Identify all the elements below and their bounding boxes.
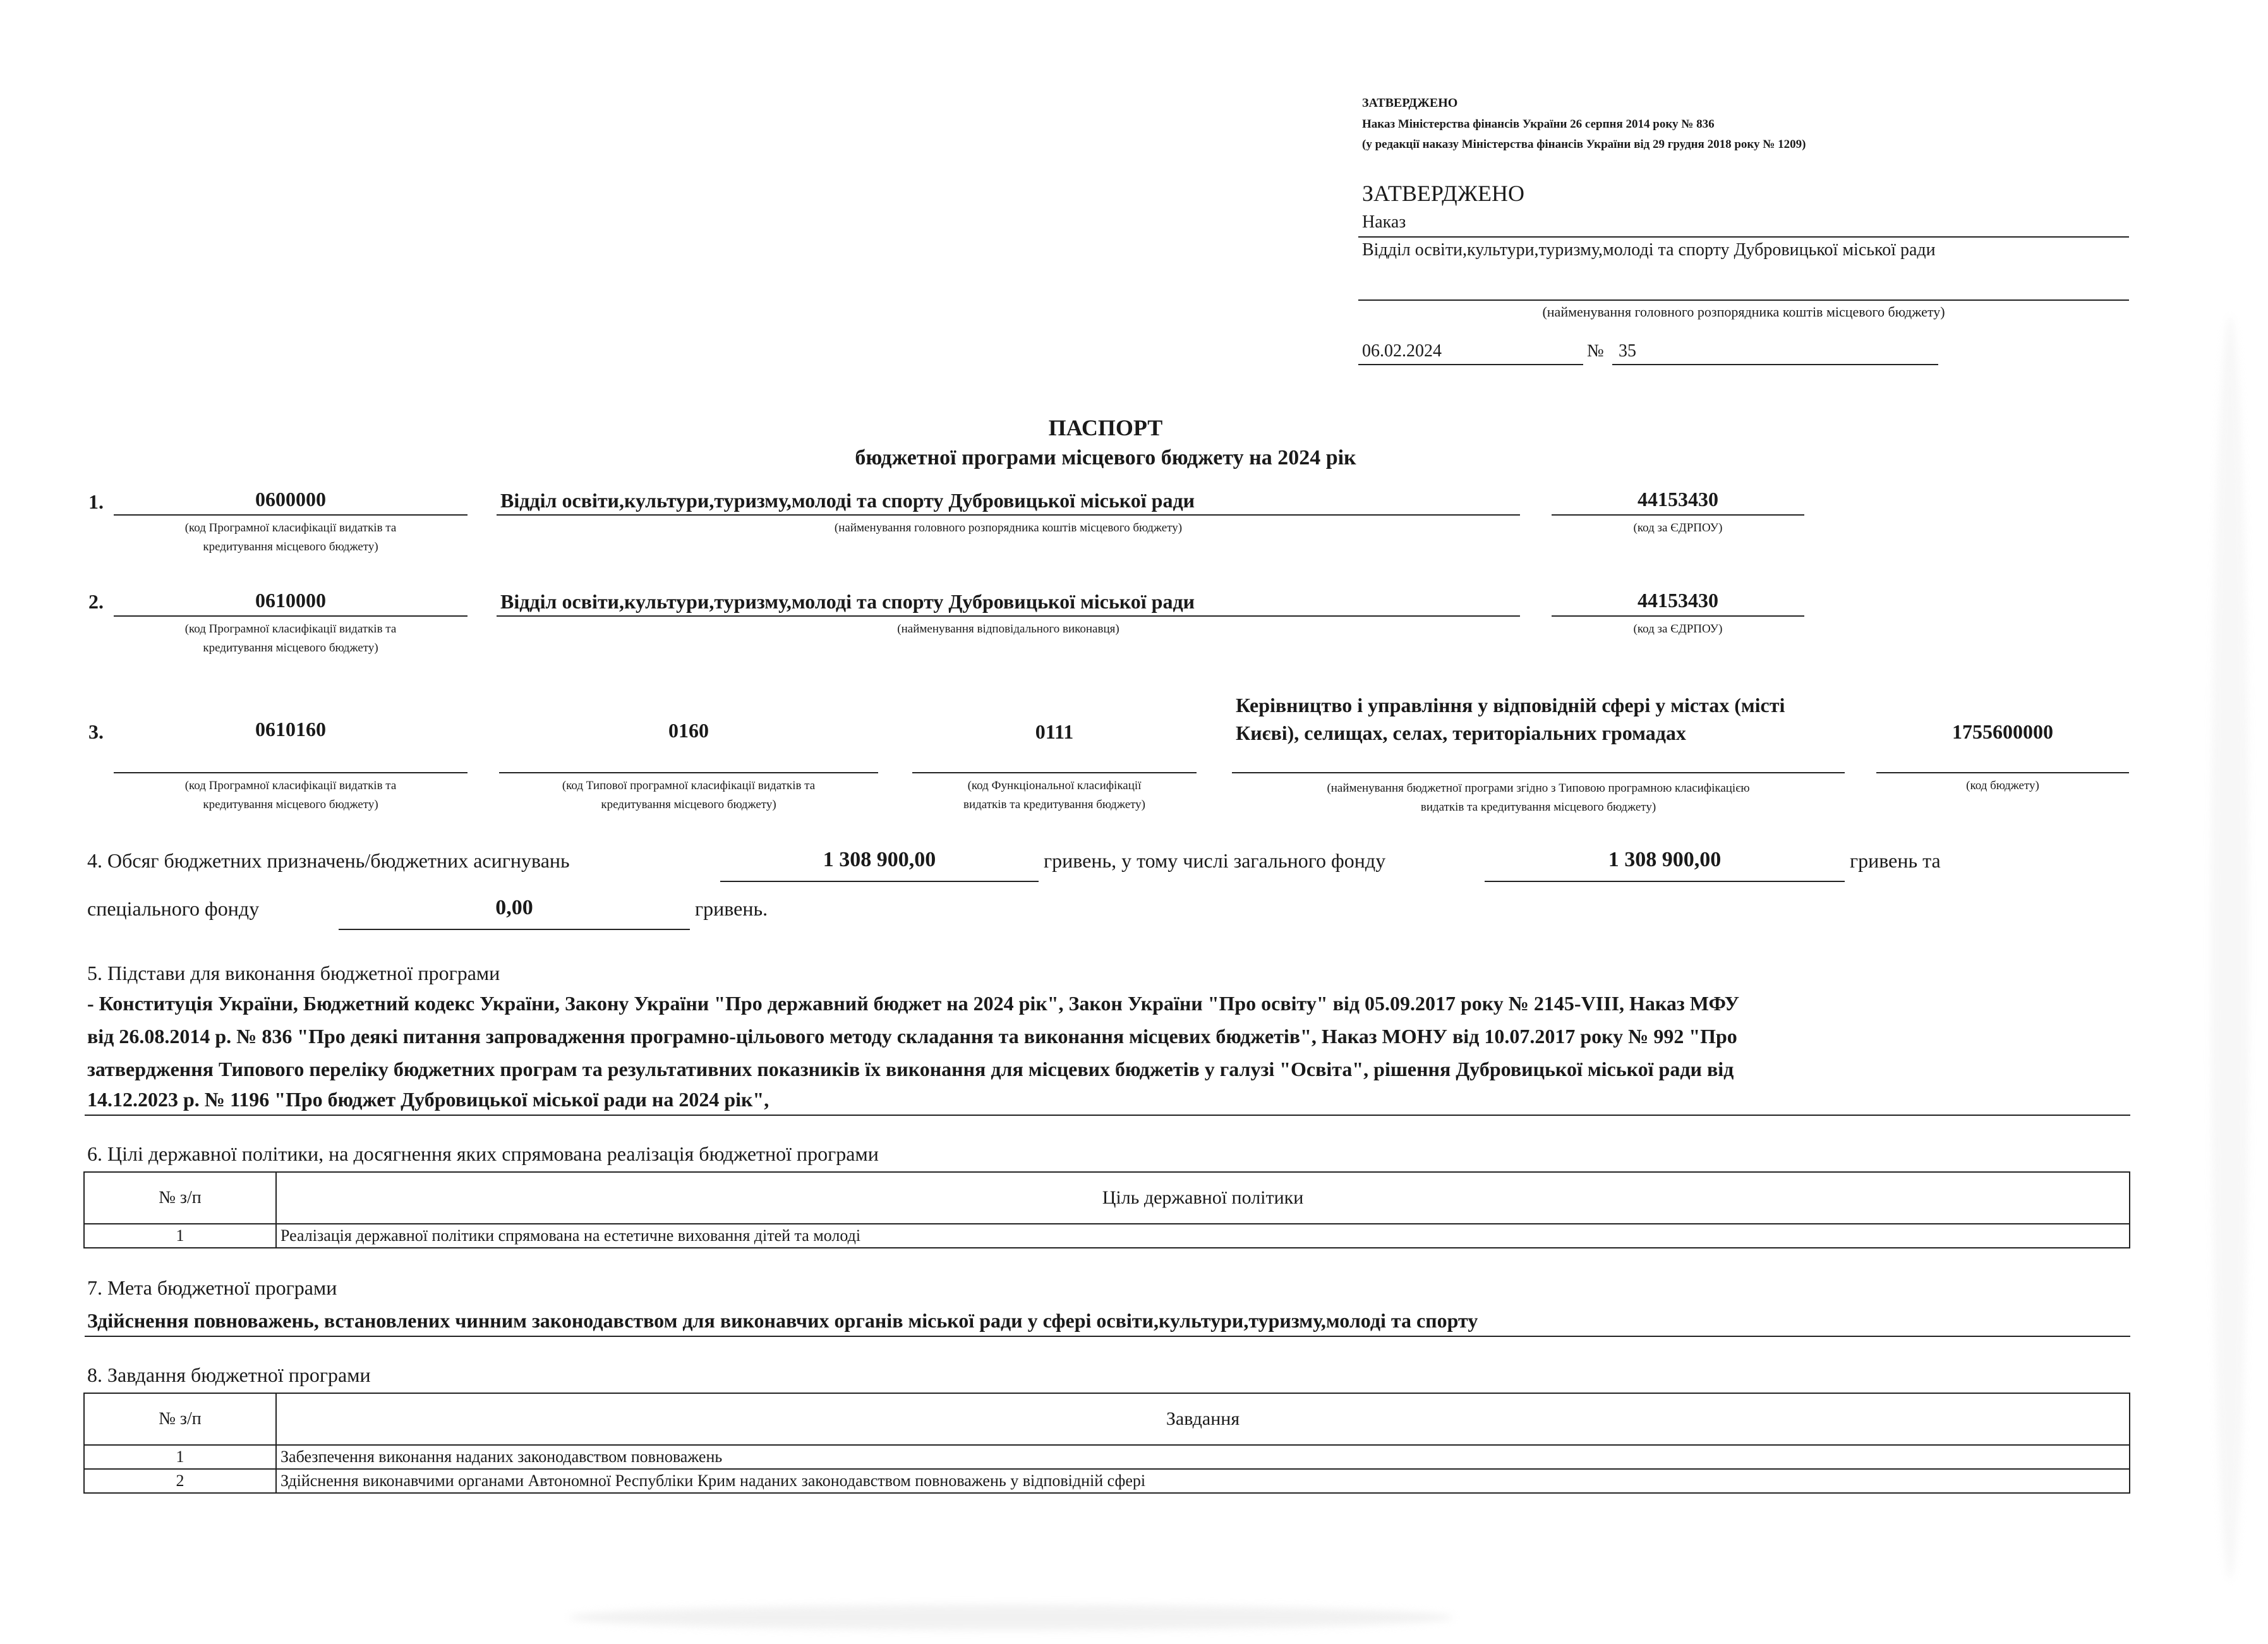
- approval-order-label: Наказ: [1362, 212, 1406, 232]
- goals-row-num: 1: [84, 1224, 276, 1248]
- row1-name-caption: (найменування головного розпорядника коштів місцевого бюджету): [834, 521, 1183, 535]
- row3-typical-caption-2: кредитування місцевого бюджету): [601, 798, 776, 811]
- approval-number-label: №: [1587, 341, 1604, 361]
- section5-line-4: 14.12.2023 р. № 1196 "Про бюджет Дубровицької міської ради на 2024 рік",: [87, 1088, 769, 1111]
- section5-line-2: від 26.08.2014 р. № 836 "Про деякі питання запровадження програмно-цільового методу складання та виконання місцевих бюджетів", Наказ МОНУ від 10.07.2017 року № 992 "Про: [87, 1025, 1737, 1048]
- goals-row-text: Реалізація державної політики спрямована на естетичне виховання дітей та молоді: [276, 1224, 2130, 1248]
- approval-order-line: [1358, 236, 2129, 238]
- row3-program-caption-1: (найменування бюджетної програми згідно з Типовою програмною класифікацією: [1327, 782, 1750, 795]
- row3-code-caption-1: (код Програмної класифікації видатків та: [184, 779, 397, 792]
- passport-subtitle: бюджетної програми місцевого бюджету на 2024 рік: [855, 446, 1356, 469]
- approval-org: Відділ освіти,культури,туризму,молоді та спорту Дубровицької міської ради: [1362, 240, 1936, 260]
- row2-name-caption: (найменування відповідального виконавця): [897, 622, 1119, 636]
- row2-name: Відділ освіти,культури,туризму,молоді та спорту Дубровицької міської ради: [500, 590, 1195, 613]
- section5-underline: [85, 1115, 2130, 1116]
- approval-title: ЗАТВЕРДЖЕНО: [1362, 181, 1524, 206]
- row2-name-line: [497, 615, 1520, 617]
- row3-code-caption-2: кредитування місцевого бюджету): [203, 798, 378, 811]
- section4-special: 0,00: [495, 896, 533, 919]
- table-row: [84, 1224, 2130, 1248]
- tasks-row-num: 1: [84, 1445, 276, 1469]
- row1-edrpou-line: [1552, 514, 1804, 516]
- row3-program-line: [1232, 772, 1845, 773]
- row1-edrpou-caption: (код за ЄДРПОУ): [1633, 521, 1723, 535]
- tasks-col-num: № з/п: [84, 1393, 276, 1445]
- section4-general: 1 308 900,00: [1608, 848, 1722, 871]
- row3-typical-line: [499, 772, 878, 773]
- tasks-col-task: Завдання: [276, 1393, 2130, 1445]
- row2-code-line: [114, 615, 467, 617]
- row3-func-code: 0111: [1035, 720, 1074, 743]
- table-row: [84, 1469, 2130, 1493]
- section5-line-1: - Конституція України, Бюджетний кодекс України, Закону України "Про державний бюджет на 2024 рік", Закон України "Про освіту" від 05.09.2017 року № 2145-VIII, Наказ МФУ: [87, 992, 1740, 1015]
- row3-num: 3.: [88, 720, 104, 743]
- section5-label: 5. Підстави для виконання бюджетної програми: [87, 962, 500, 984]
- row3-func-caption-1: (код Функціональної класифікації: [967, 779, 1142, 792]
- approval-org-line: [1358, 299, 2129, 301]
- section8-label: 8. Завдання бюджетної програми: [87, 1363, 371, 1386]
- approval-number-line: [1612, 364, 1938, 365]
- row3-program-caption-2: видатків та кредитування місцевого бюджету): [1420, 801, 1656, 814]
- row3-code-line: [114, 772, 467, 773]
- row3-func-line: [912, 772, 1197, 773]
- row2-edrpou-line: [1552, 615, 1804, 617]
- row2-code: 0610000: [255, 589, 326, 612]
- row3-budget-code: 1755600000: [1952, 720, 2053, 743]
- section4-label: 4. Обсяг бюджетних призначень/бюджетних асигнувань: [87, 849, 570, 872]
- row2-num: 2.: [88, 590, 104, 613]
- approval-small-title: ЗАТВЕРДЖЕНО: [1362, 96, 1458, 110]
- tasks-table: [83, 1393, 2130, 1494]
- row2-edrpou-caption: (код за ЄДРПОУ): [1633, 622, 1723, 636]
- row3-typical-caption-1: (код Типової програмної класифікації видатків та: [562, 779, 816, 792]
- row1-name: Відділ освіти,культури,туризму,молоді та спорту Дубровицької міської ради: [500, 489, 1195, 512]
- passport-title: ПАСПОРТ: [1048, 415, 1163, 440]
- row2-code-caption-2: кредитування місцевого бюджету): [203, 641, 378, 655]
- table-row: [84, 1445, 2130, 1469]
- row2-edrpou: 44153430: [1638, 589, 1718, 612]
- section4-special-line: [339, 929, 690, 930]
- tasks-row-text: Здійснення виконавчими органами Автономної Республіки Крим наданих законодавством повноважень у відповідній сфері: [276, 1469, 2130, 1493]
- section7-label: 7. Мета бюджетної програми: [87, 1276, 337, 1299]
- section5-line-3: затвердження Типового переліку бюджетних програм та результативних показників їх виконання для місцевих бюджетів у галузі "Освіта", рішення Дубровицької міської ради від: [87, 1058, 1734, 1080]
- tasks-row-text: Забезпечення виконання наданих законодавством повноважень: [276, 1445, 2130, 1469]
- row3-budget-line: [1876, 772, 2129, 773]
- tasks-row-num: 2: [84, 1469, 276, 1493]
- section4-total-line: [720, 881, 1039, 882]
- section4-total: 1 308 900,00: [823, 848, 936, 871]
- section4-special-label: спеціального фонду: [87, 897, 260, 920]
- row3-func-caption-2: видатків та кредитування бюджету): [963, 798, 1146, 811]
- row1-code-caption-2: кредитування місцевого бюджету): [203, 540, 378, 553]
- row1-code-caption-1: (код Програмної класифікації видатків та: [184, 521, 397, 535]
- approval-small-line1: Наказ Міністерства фінансів України 26 серпня 2014 року № 836: [1362, 118, 1715, 131]
- goals-col-goal: Ціль державної політики: [276, 1172, 2130, 1224]
- section4-mid-text: гривень, у тому числі загального фонду: [1044, 849, 1386, 872]
- approval-date: 06.02.2024: [1362, 341, 1442, 361]
- goals-table: [83, 1171, 2130, 1248]
- approval-number: 35: [1619, 341, 1636, 361]
- row1-name-line: [497, 514, 1520, 516]
- row3-program-name-1: Керівництво і управління у відповідній сфері у містах (місті: [1236, 694, 1785, 716]
- approval-date-line: [1358, 364, 1583, 365]
- goals-table-header: [84, 1172, 2130, 1224]
- row3-program-name-2: Києві), селищах, селах, територіальних громадах: [1236, 722, 1686, 744]
- row1-num: 1.: [88, 490, 104, 513]
- approval-org-caption: (найменування головного розпорядника коштів місцевого бюджету): [1542, 304, 1945, 320]
- row3-code: 0610160: [255, 718, 326, 740]
- section4-special-end: гривень.: [695, 897, 768, 920]
- section7-text: Здійснення повноважень, встановлених чинним законодавством для виконавчих органів міської ради у сфері освіти,культури,туризму,молоді та спорту: [87, 1309, 1478, 1332]
- section6-label: 6. Цілі державної політики, на досягнення яких спрямована реалізація бюджетної програми: [87, 1142, 879, 1165]
- section4-general-line: [1485, 881, 1845, 882]
- goals-col-num: № з/п: [84, 1172, 276, 1224]
- section7-underline: [85, 1336, 2130, 1337]
- row3-budget-caption: (код бюджету): [1966, 779, 2039, 792]
- tasks-table-header: [84, 1393, 2130, 1445]
- section4-end-text: гривень та: [1850, 849, 1941, 872]
- row1-code: 0600000: [255, 488, 326, 511]
- row2-code-caption-1: (код Програмної класифікації видатків та: [184, 622, 397, 636]
- row3-typical-code: 0160: [668, 719, 709, 742]
- row1-code-line: [114, 514, 467, 516]
- row1-edrpou: 44153430: [1638, 488, 1718, 511]
- approval-small-line2: (у редакції наказу Міністерства фінансів України від 29 грудня 2018 року № 1209): [1362, 138, 1806, 151]
